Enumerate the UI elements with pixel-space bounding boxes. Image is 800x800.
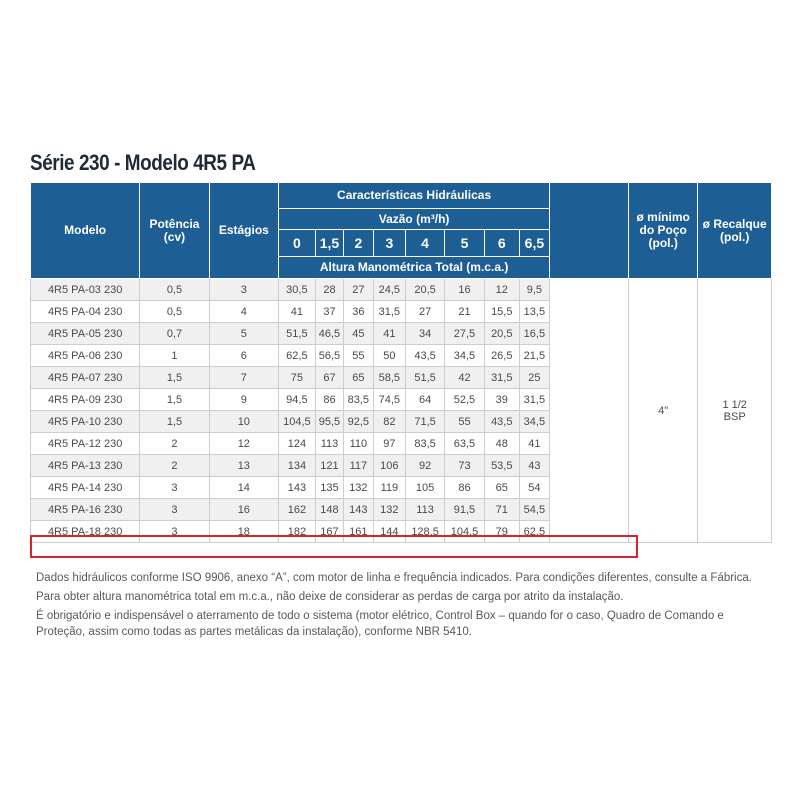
head-cell: 12 (484, 279, 519, 301)
head-cell: 119 (373, 477, 406, 499)
head-cell: 42 (445, 367, 485, 389)
head-cell: 86 (315, 389, 343, 411)
head-cell: 64 (406, 389, 445, 411)
model-cell: 4R5 PA-14 230 (31, 477, 140, 499)
flow-header: 0 (279, 230, 316, 257)
stages-cell: 14 (209, 477, 278, 499)
head-cell: 31,5 (373, 301, 406, 323)
head-cell: 148 (315, 499, 343, 521)
head-cell: 71 (484, 499, 519, 521)
power-cell: 3 (140, 499, 209, 521)
head-cell: 62,5 (519, 521, 550, 543)
head-cell: 48 (484, 433, 519, 455)
note: É obrigatório e indispensável o aterramento de todo o sistema (motor elétrico, Control Box – quando for o caso, Quadro de Comando e Proteção, assim como todas as partes metálicas da instalação), conforme NBR 5410. (36, 610, 724, 638)
power-cell: 2 (140, 433, 209, 455)
head-cell: 53,5 (484, 455, 519, 477)
flow-header: 6,5 (519, 230, 550, 257)
stages-cell: 9 (209, 389, 278, 411)
head-cell: 65 (484, 477, 519, 499)
head-cell: 20,5 (406, 279, 445, 301)
head-cell: 21,5 (519, 345, 550, 367)
head-cell: 65 (344, 367, 373, 389)
stages-cell: 10 (209, 411, 278, 433)
head-cell: 91,5 (445, 499, 485, 521)
head-cell: 41 (373, 323, 406, 345)
model-cell: 4R5 PA-05 230 (31, 323, 140, 345)
model-cell: 4R5 PA-13 230 (31, 455, 140, 477)
head-cell: 113 (315, 433, 343, 455)
head-cell: 9,5 (519, 279, 550, 301)
head-cell: 124 (279, 433, 316, 455)
head-cell: 58,5 (373, 367, 406, 389)
head-cell: 67 (315, 367, 343, 389)
head-cell: 50 (373, 345, 406, 367)
head-cell: 43,5 (484, 411, 519, 433)
head-cell: 54 (519, 477, 550, 499)
head-cell: 144 (373, 521, 406, 543)
recalque-line: 1 1/2 (722, 398, 747, 411)
head-cell: 110 (344, 433, 373, 455)
head-cell: 104,5 (445, 521, 485, 543)
head-cell: 36 (344, 301, 373, 323)
model-cell: 4R5 PA-16 230 (31, 499, 140, 521)
head-cell: 41 (519, 433, 550, 455)
head-cell: 95,5 (315, 411, 343, 433)
head-cell: 82 (373, 411, 406, 433)
head-cell: 26,5 (484, 345, 519, 367)
stages-cell: 5 (209, 323, 278, 345)
head-cell: 162 (279, 499, 316, 521)
recalque-line: BSP (723, 410, 746, 423)
head-cell: 20,5 (484, 323, 519, 345)
note: Dados hidráulicos conforme ISO 9906, anexo “A”, com motor de linha e frequência indicados. Para condições diferentes, consulte a Fábrica. (36, 572, 752, 584)
head-cell: 46,5 (315, 323, 343, 345)
head-cell: 86 (445, 477, 485, 499)
head-cell: 27 (344, 279, 373, 301)
flow-header: 2 (344, 230, 373, 257)
flow-header: 3 (373, 230, 406, 257)
header-blank (550, 183, 629, 279)
head-cell: 106 (373, 455, 406, 477)
flow-header: 5 (445, 230, 485, 257)
stages-cell: 6 (209, 345, 278, 367)
head-cell: 92 (406, 455, 445, 477)
power-cell: 1,5 (140, 411, 209, 433)
head-cell: 132 (344, 477, 373, 499)
head-cell: 105 (406, 477, 445, 499)
header-altura: Altura Manométrica Total (m.c.a.) (279, 257, 550, 279)
model-cell: 4R5 PA-09 230 (31, 389, 140, 411)
head-cell: 51,5 (279, 323, 316, 345)
table-row (31, 279, 772, 301)
head-cell: 134 (279, 455, 316, 477)
head-cell: 113 (406, 499, 445, 521)
stages-cell: 16 (209, 499, 278, 521)
power-cell: 2 (140, 455, 209, 477)
header-recalque: ø Recalque (pol.) (698, 183, 772, 279)
power-cell: 0,5 (140, 301, 209, 323)
head-cell: 27,5 (445, 323, 485, 345)
head-cell: 128,5 (406, 521, 445, 543)
head-cell: 83,5 (344, 389, 373, 411)
power-cell: 3 (140, 477, 209, 499)
head-cell: 167 (315, 521, 343, 543)
flow-header: 1,5 (315, 230, 343, 257)
head-cell: 143 (344, 499, 373, 521)
head-cell: 45 (344, 323, 373, 345)
head-cell: 94,5 (279, 389, 316, 411)
note: Para obter altura manométrica total em m.c.a., não deixe de considerar as perdas de carga por atrito da instalação. (36, 591, 624, 603)
head-cell: 83,5 (406, 433, 445, 455)
head-cell: 16,5 (519, 323, 550, 345)
diam-poco-cell: 4" (628, 279, 697, 543)
head-cell: 74,5 (373, 389, 406, 411)
power-cell: 1,5 (140, 367, 209, 389)
head-cell: 52,5 (445, 389, 485, 411)
model-cell: 4R5 PA-18 230 (31, 521, 140, 543)
head-cell: 21 (445, 301, 485, 323)
header-diam-poco: ø mínimo do Poço (pol.) (628, 183, 697, 279)
head-cell: 24,5 (373, 279, 406, 301)
head-cell: 16 (445, 279, 485, 301)
head-cell: 41 (279, 301, 316, 323)
stages-cell: 4 (209, 301, 278, 323)
power-cell: 1,5 (140, 389, 209, 411)
header-estagios: Estágios (209, 183, 278, 279)
recalque-cell (698, 279, 772, 543)
head-cell: 97 (373, 433, 406, 455)
header-caracteristicas: Características Hidráulicas (279, 183, 550, 209)
power-cell: 3 (140, 521, 209, 543)
head-cell: 79 (484, 521, 519, 543)
stages-cell: 7 (209, 367, 278, 389)
head-cell: 143 (279, 477, 316, 499)
page-title: Série 230 - Modelo 4R5 PA (30, 150, 256, 175)
head-cell: 62,5 (279, 345, 316, 367)
head-cell: 43 (519, 455, 550, 477)
head-cell: 104,5 (279, 411, 316, 433)
power-cell: 0,5 (140, 279, 209, 301)
head-cell: 161 (344, 521, 373, 543)
model-cell: 4R5 PA-12 230 (31, 433, 140, 455)
head-cell: 63,5 (445, 433, 485, 455)
head-cell: 71,5 (406, 411, 445, 433)
head-cell: 73 (445, 455, 485, 477)
head-cell: 28 (315, 279, 343, 301)
head-cell: 182 (279, 521, 316, 543)
head-cell: 13,5 (519, 301, 550, 323)
head-cell: 15,5 (484, 301, 519, 323)
head-cell: 31,5 (484, 367, 519, 389)
head-cell: 34 (406, 323, 445, 345)
head-cell: 75 (279, 367, 316, 389)
head-cell: 43,5 (406, 345, 445, 367)
stages-cell: 18 (209, 521, 278, 543)
head-cell: 56,5 (315, 345, 343, 367)
head-cell: 34,5 (445, 345, 485, 367)
head-cell: 54,5 (519, 499, 550, 521)
header-modelo: Modelo (31, 183, 140, 279)
flow-header: 4 (406, 230, 445, 257)
head-cell: 55 (445, 411, 485, 433)
stages-cell: 13 (209, 455, 278, 477)
head-cell: 31,5 (519, 389, 550, 411)
flow-header: 6 (484, 230, 519, 257)
model-cell: 4R5 PA-06 230 (31, 345, 140, 367)
head-cell: 30,5 (279, 279, 316, 301)
head-cell: 37 (315, 301, 343, 323)
stages-cell: 12 (209, 433, 278, 455)
header-potencia: Potência (cv) (140, 183, 209, 279)
blank-cell (550, 279, 629, 543)
stages-cell: 3 (209, 279, 278, 301)
head-cell: 117 (344, 455, 373, 477)
model-cell: 4R5 PA-04 230 (31, 301, 140, 323)
head-cell: 51,5 (406, 367, 445, 389)
head-cell: 92,5 (344, 411, 373, 433)
power-cell: 0,7 (140, 323, 209, 345)
model-cell: 4R5 PA-10 230 (31, 411, 140, 433)
head-cell: 121 (315, 455, 343, 477)
head-cell: 34,5 (519, 411, 550, 433)
header-vazao: Vazão (m³/h) (279, 209, 550, 230)
notes (36, 570, 776, 643)
spec-table (30, 182, 772, 543)
head-cell: 55 (344, 345, 373, 367)
head-cell: 27 (406, 301, 445, 323)
model-cell: 4R5 PA-03 230 (31, 279, 140, 301)
power-cell: 1 (140, 345, 209, 367)
head-cell: 135 (315, 477, 343, 499)
head-cell: 25 (519, 367, 550, 389)
head-cell: 39 (484, 389, 519, 411)
head-cell: 132 (373, 499, 406, 521)
model-cell: 4R5 PA-07 230 (31, 367, 140, 389)
